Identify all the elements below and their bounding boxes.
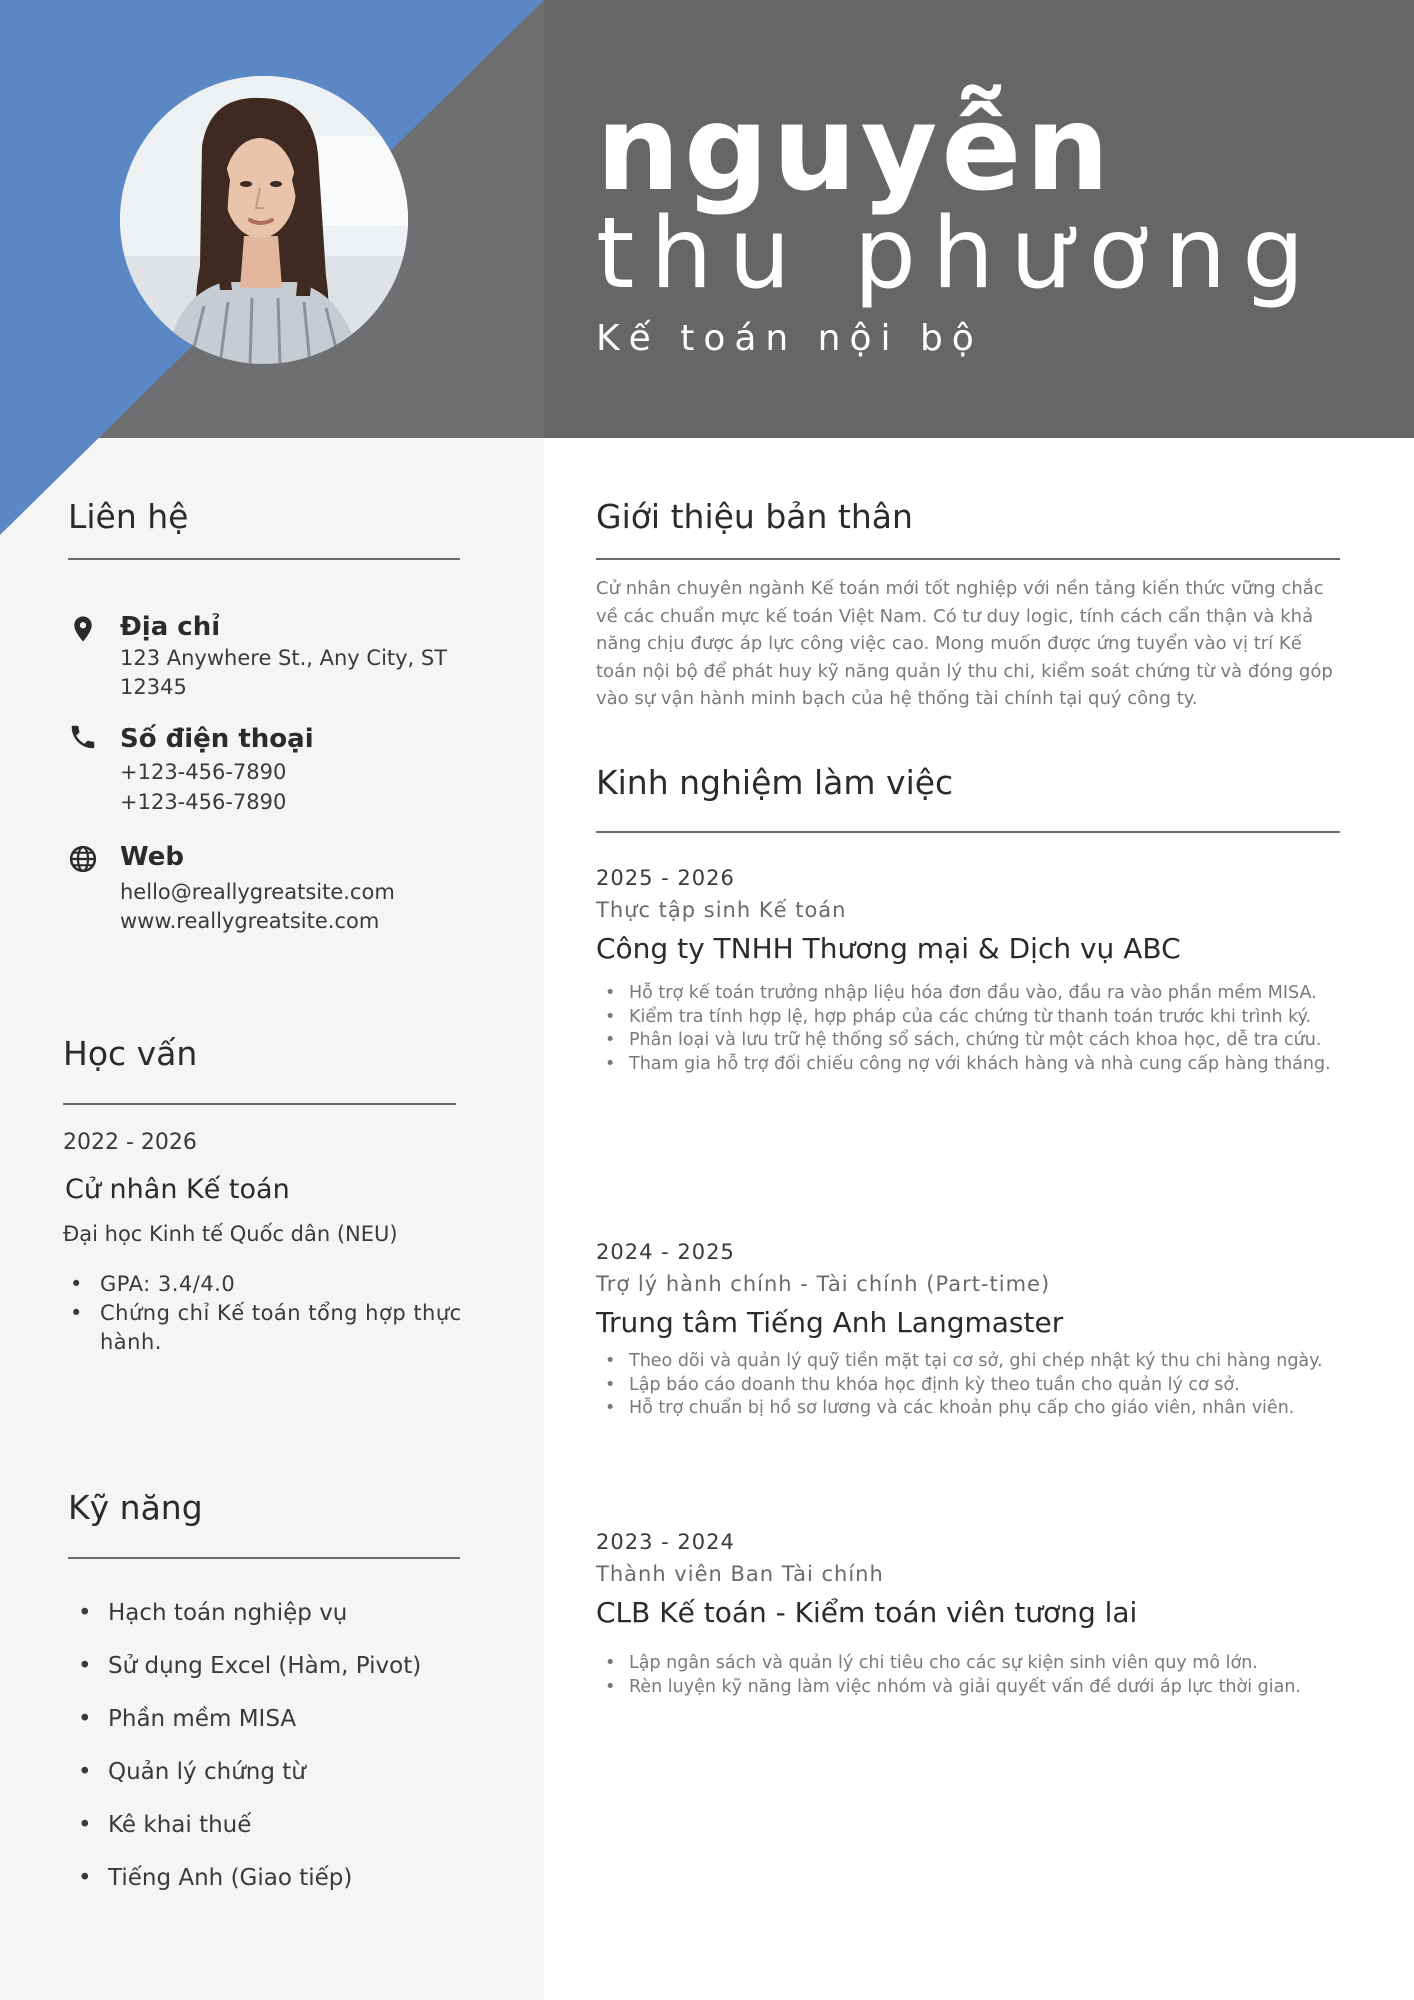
list-item: • Kiểm tra tính hợp lệ, hợp pháp của các chứng từ thanh toán trước khi trình ký. xyxy=(596,1006,1340,1030)
skills-divider xyxy=(68,1557,460,1559)
job-duties xyxy=(596,982,1340,1076)
contact-title: Liên hệ xyxy=(68,497,189,536)
email-text[interactable]: hello@reallygreatsite.com xyxy=(120,880,395,904)
web-label: Web xyxy=(120,842,184,872)
globe-icon xyxy=(68,844,98,874)
phone-icon xyxy=(68,722,98,752)
list-item: • GPA: 3.4/4.0 xyxy=(63,1270,463,1299)
job-year: 2024 - 2025 xyxy=(596,1240,735,1264)
about-divider xyxy=(596,558,1340,560)
list-item: • Chứng chỉ Kế toán tổng hợp thực hành. xyxy=(63,1299,463,1357)
first-name: nguyễn xyxy=(596,79,1114,217)
job-company: Trung tâm Tiếng Anh Langmaster xyxy=(596,1306,1064,1339)
list-item: • Lập báo cáo doanh thu khóa học định kỳ theo tuần cho quản lý cơ sở. xyxy=(596,1374,1340,1398)
last-name: thu phương xyxy=(596,197,1321,311)
contact-divider xyxy=(68,558,460,560)
skill-item: • Quản lý chứng từ xyxy=(68,1753,421,1806)
phone-number-1: +123-456-7890 xyxy=(120,760,287,784)
job-entry-2 xyxy=(596,1236,1340,1421)
skill-item: • Sử dụng Excel (Hàm, Pivot) xyxy=(68,1647,421,1700)
skill-item: • Tiếng Anh (Giao tiếp) xyxy=(68,1859,421,1912)
job-year: 2023 - 2024 xyxy=(596,1530,735,1554)
list-item: • Hỗ trợ chuẩn bị hồ sơ lương và các khoản phụ cấp cho giáo viên, nhân viên. xyxy=(596,1397,1340,1421)
about-title: Giới thiệu bản thân xyxy=(596,497,913,536)
location-pin-icon xyxy=(68,614,98,644)
about-text: Cử nhân chuyên ngành Kế toán mới tốt nghiệp với nền tảng kiến thức vững chắc về các chuẩn mực kế toán Việt Nam. Có tư duy logic, tính cách cẩn thận và khả năng chịu được áp lực công việc cao. Mong muốn được ứng tuyển vào vị trí Kế toán nội bộ để phát huy kỹ năng quản lý thu chi, kiểm soát chứng từ và đóng góp vào sự vận hành minh bạch của hệ thống tài chính tại quý công ty. xyxy=(596,578,1333,709)
education-title: Học vấn xyxy=(63,1034,198,1073)
skill-item: • Kê khai thuế xyxy=(68,1806,421,1859)
phone-label: Số điện thoại xyxy=(120,724,314,754)
experience-divider xyxy=(596,831,1340,833)
profile-photo xyxy=(120,76,408,364)
list-item: • Rèn luyện kỹ năng làm việc nhóm và giải quyết vấn đề dưới áp lực thời gian. xyxy=(596,1676,1340,1700)
address-label: Địa chỉ xyxy=(120,612,221,642)
job-year: 2025 - 2026 xyxy=(596,866,735,890)
education-degree: Cử nhân Kế toán xyxy=(65,1174,290,1205)
job-role: Thành viên Ban Tài chính xyxy=(596,1562,884,1586)
job-entry-3 xyxy=(596,1526,1340,1699)
skills-list xyxy=(68,1594,421,1912)
list-item: • Phân loại và lưu trữ hệ thống sổ sách, chứng từ một cách khoa học, dễ tra cứu. xyxy=(596,1029,1340,1053)
skill-item: • Hạch toán nghiệp vụ xyxy=(68,1594,421,1647)
list-item: • Tham gia hỗ trợ đối chiếu công nợ với khách hàng và nhà cung cấp hàng tháng. xyxy=(596,1053,1340,1077)
website-text[interactable]: www.reallygreatsite.com xyxy=(120,909,380,933)
education-school: Đại học Kinh tế Quốc dân (NEU) xyxy=(63,1222,398,1246)
skills-title: Kỹ năng xyxy=(68,1488,203,1527)
phone-number-2: +123-456-7890 xyxy=(120,790,287,814)
education-details xyxy=(63,1270,463,1357)
list-item: • Theo dõi và quản lý quỹ tiền mặt tại cơ sở, ghi chép nhật ký thu chi hàng ngày. xyxy=(596,1350,1340,1374)
education-year: 2022 - 2026 xyxy=(63,1130,197,1155)
job-title: Kế toán nội bộ xyxy=(596,318,983,359)
job-company: CLB Kế toán - Kiểm toán viên tương lai xyxy=(596,1596,1138,1629)
address-line2: 12345 xyxy=(120,675,187,699)
skill-item: • Phần mềm MISA xyxy=(68,1700,421,1753)
education-divider xyxy=(63,1103,456,1105)
job-company: Công ty TNHH Thương mại & Dịch vụ ABC xyxy=(596,932,1181,965)
list-item: • Lập ngân sách và quản lý chi tiêu cho các sự kiện sinh viên quy mô lớn. xyxy=(596,1652,1340,1676)
job-duties xyxy=(596,1350,1340,1421)
list-item: • Hỗ trợ kế toán trưởng nhập liệu hóa đơn đầu vào, đầu ra vào phần mềm MISA. xyxy=(596,982,1340,1006)
job-entry-1 xyxy=(596,862,1340,1076)
experience-title: Kinh nghiệm làm việc xyxy=(596,763,954,802)
job-role: Thực tập sinh Kế toán xyxy=(596,898,847,922)
header xyxy=(544,0,1414,438)
address-line1: 123 Anywhere St., Any City, ST xyxy=(120,646,448,670)
job-duties xyxy=(596,1652,1340,1699)
job-role: Trợ lý hành chính - Tài chính (Part-time) xyxy=(596,1272,1051,1296)
